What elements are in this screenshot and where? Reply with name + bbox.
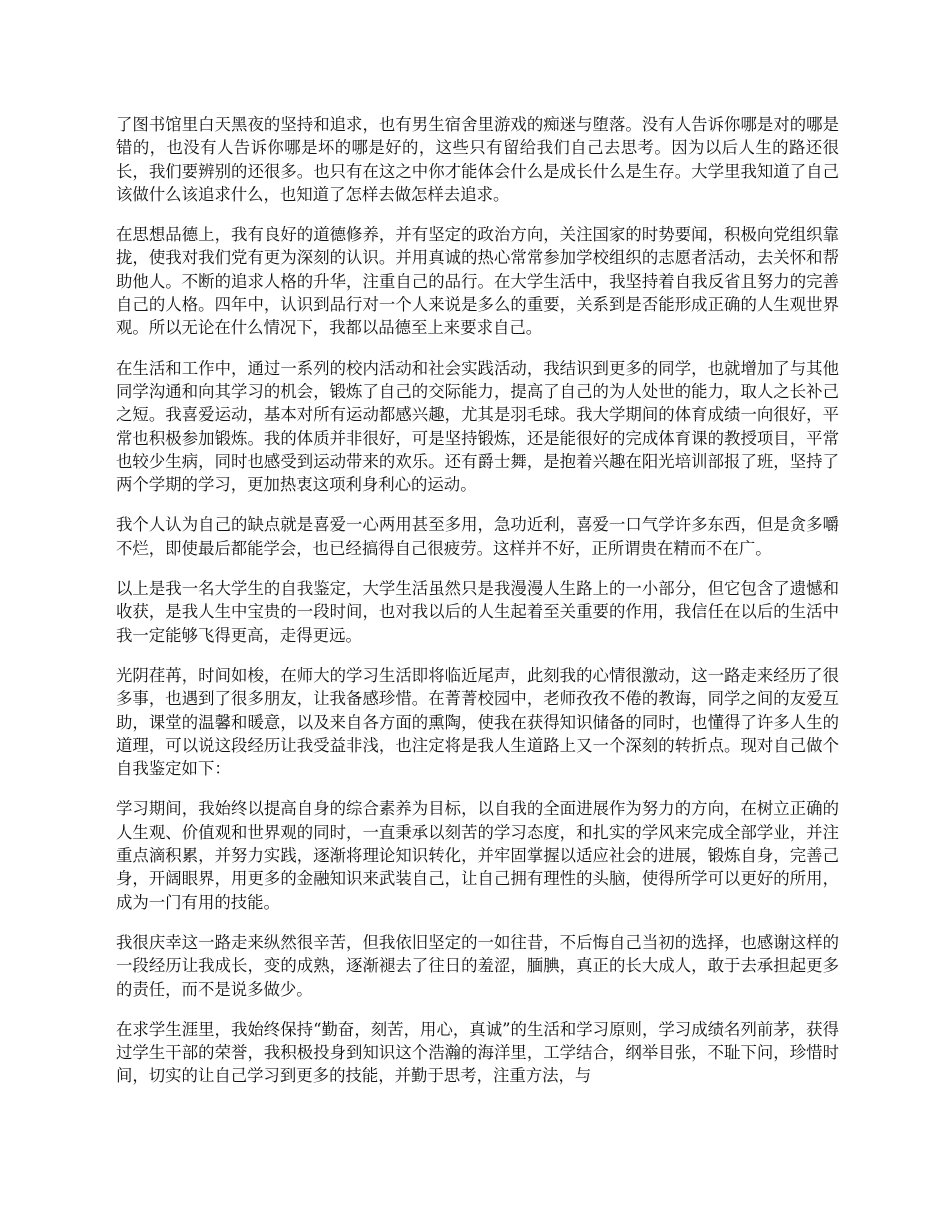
paragraph-9: 在求学生涯里，我始终保持“勤奋，刻苦，用心，真诚”的生活和学习原则，学习成绩名列前茅，获得过学生干部的荣誉，我积极投身到知识这个浩瀚的海洋里，工学结合，纲举目张，不耻下问，珍惜时间，切实的让自己学习到更多的技能，并勤于思考，注重方法，与 [116, 1019, 839, 1086]
paragraph-8: 我很庆幸这一路走来纵然很辛苦，但我依旧坚定的一如往昔，不后悔自己当初的选择，也感谢这样的一段经历让我成长，变的成熟，逐渐褪去了往日的羞涩，腼腆，真正的长大成人，敢于去承担起更多的责任，而不是说多做少。 [116, 932, 839, 999]
paragraph-5: 以上是我一名大学生的自我鉴定，大学生活虽然只是我漫漫人生路上的一小部分，但它包含了遗憾和收获，是我人生中宝贵的一段时间，也对我以后的人生起着至关重要的作用，我信任在以后的生活中我一定能够飞得更高，走得更远。 [116, 579, 839, 645]
document-page [116, 113, 839, 1105]
paragraph-6: 光阴荏苒，时间如梭，在师大的学习生活即将临近尾声，此刻我的心情很激动，这一路走来经历了很多事，也遇到了很多朋友，让我备感珍惜。在菁菁校园中，老师孜孜不倦的教诲，同学之间的友爱互助，课堂的温馨和暖意，以及来自各方面的熏陶，使我在获得知识储备的同时，也懂得了许多人生的道理，可以说这段经历让我受益非浅，也注定将是我人生道路上又一个深刻的转折点。现对自己做个自我鉴定如下： [116, 665, 839, 779]
paragraph-7: 学习期间，我始终以提高自身的综合素养为目标，以自我的全面进展作为努力的方向，在树立正确的人生观、价值观和世界观的同时，一直秉承以刻苦的学习态度，和扎实的学风来完成全部学业，并注重点滴积累，并努力实践，逐渐将理论知识转化，并牢固掌握以适应社会的进展，锻炼自身，完善己身，开阔眼界，用更多的金融知识来武装自己，让自己拥有理性的头脑，使得所学可以更好的所用，成为一门有用的技能。 [116, 799, 839, 912]
paragraph-4: 我个人认为自己的缺点就是喜爱一心两用甚至多用，急功近利，喜爱一口气学许多东西，但是贪多嚼不烂，即使最后都能学会，也已经搞得自己很疲劳。这样并不好，正所谓贵在精而不在广。 [116, 515, 839, 558]
paragraph-3: 在生活和工作中，通过一系列的校内活动和社会实践活动，我结识到更多的同学，也就增加了与其他同学沟通和向其学习的机会，锻炼了自己的交际能力，提高了自己的为人处世的能力，取人之长补己之短。我喜爱运动，基本对所有运动都感兴趣，尤其是羽毛球。我大学期间的体育成绩一向很好，平常也积极参加锻炼。我的体质并非很好，可是坚持锻炼，还是能很好的完成体育课的教授项目，平常也较少生病，同时也感受到运动带来的欢乐。还有爵士舞，是抱着兴趣在阳光培训部报了班，坚持了两个学期的学习，更加热衷这项利身利心的运动。 [116, 358, 839, 495]
paragraph-2: 在思想品德上，我有良好的道德修养，并有坚定的政治方向，关注国家的时势要闻，积极向党组织靠拢，使我对我们党有更为深刻的认识。并用真诚的热心常常参加学校组织的志愿者活动，去关怀和帮助他人。不断的追求人格的升华，注重自己的品行。在大学生活中，我坚持着自我反省且努力的完善自己的人格。四年中，认识到品行对一个人来说是多么的重要，关系到是否能形成正确的人生观世界观。所以无论在什么情况下，我都以品德至上来要求自己。 [116, 225, 839, 338]
paragraph-1: 了图书馆里白天黑夜的坚持和追求，也有男生宿舍里游戏的痴迷与堕落。没有人告诉你哪是对的哪是错的，也没有人告诉你哪是坏的哪是好的，这些只有留给我们自己去思考。因为以后人生的路还很长，我们要辨别的还很多。也只有在这之中你才能体会什么是成长什么是生存。大学里我知道了自己该做什么该追求什么，也知道了怎样去做怎样去追求。 [116, 115, 839, 204]
